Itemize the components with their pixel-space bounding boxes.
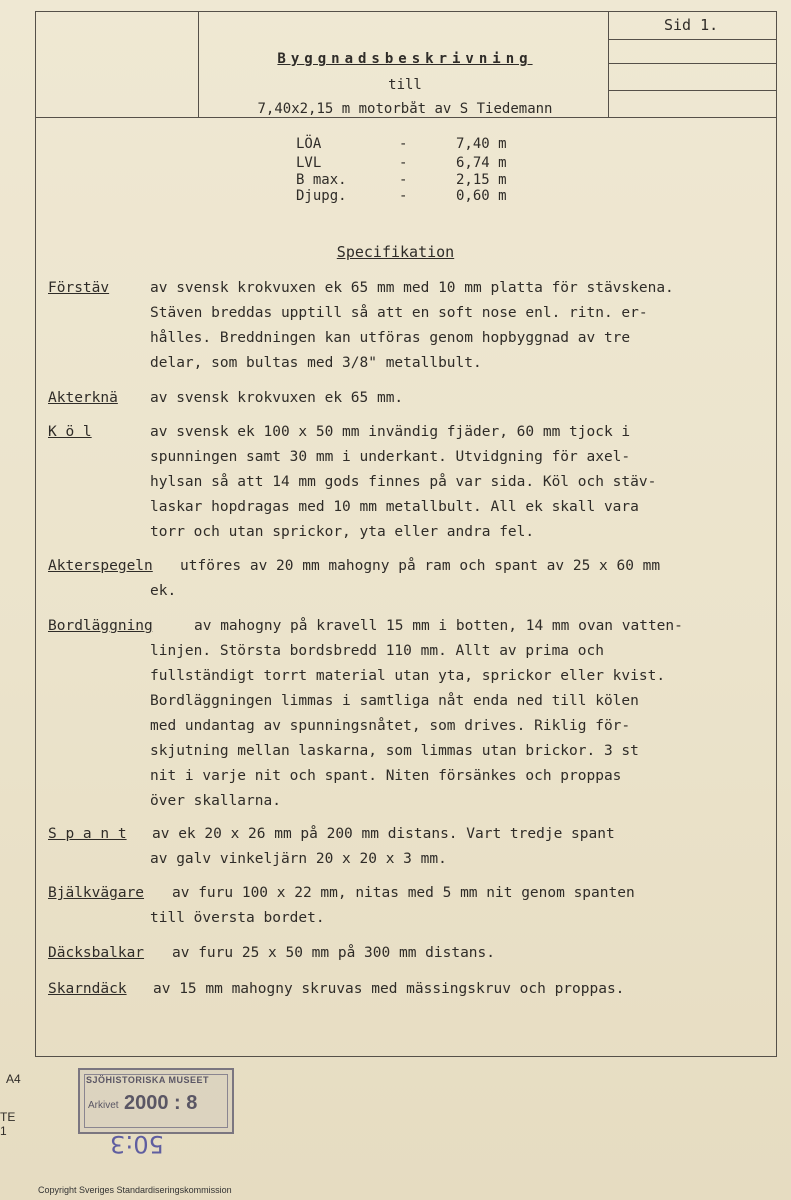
section-line: av svensk krokvuxen ek 65 mm med 10 mm platta för stävskena. (150, 280, 674, 296)
dimension-key: LÖA (296, 136, 322, 152)
section-line: linjen. Största bordsbredd 110 mm. Allt av prima och (150, 643, 604, 659)
document-title: Byggnadsbeskrivning (277, 51, 533, 67)
section-line: hålles. Breddningen kan utföras genom hopbyggnad av tre (150, 330, 631, 346)
dimension-dash: - (399, 172, 408, 188)
section-term: Skarndäck (48, 981, 127, 997)
section-term: Bjälkvägare (48, 885, 145, 901)
section-line: spunningen samt 30 mm i underkant. Utvidgning för axel- (150, 449, 631, 465)
section-term: Förstäv (48, 280, 110, 296)
section-line: nit i varje nit och spant. Niten försänkes och proppas (150, 768, 622, 784)
section-line: utföres av 20 mm mahogny på ram och spant av 25 x 60 mm (180, 558, 661, 574)
header-rule-2 (608, 63, 777, 64)
side-mark: TE 1 (0, 1110, 16, 1138)
dimension-value: 0,60 m (456, 188, 507, 204)
stamp-label: Arkivet (88, 1100, 119, 1111)
dimension-value: 7,40 m (456, 136, 507, 152)
section-line: torr och utan sprickor, yta eller andra fel. (150, 524, 535, 540)
section-line: av mahogny på kravell 15 mm i botten, 14 mm ovan vatten- (194, 618, 683, 634)
section-term: Akterknä (48, 390, 118, 406)
page-number: Sid 1. (664, 16, 719, 34)
dimension-dash: - (399, 155, 408, 171)
section-line: över skallarna. (150, 793, 281, 809)
section-line: fullständigt torrt material utan yta, sprickor eller kvist. (150, 668, 666, 684)
dimension-dash: - (399, 136, 408, 152)
section-term: Däcksbalkar (48, 945, 145, 961)
specification-heading: Specifikation (336, 243, 455, 261)
section-line: med undantag av spunningsnåtet, som drives. Riklig för- (150, 718, 631, 734)
dimension-value: 2,15 m (456, 172, 507, 188)
handwritten-number: 50:3 (110, 1130, 164, 1158)
header-bottom-rule (35, 117, 777, 118)
section-line: delar, som bultas med 3/8" metallbult. (150, 355, 482, 371)
section-line: laskar hopdragas med 10 mm metallbult. All ek skall vara (150, 499, 639, 515)
section-line: av galv vinkeljärn 20 x 20 x 3 mm. (150, 851, 447, 867)
header-divider-left (198, 11, 199, 117)
dimension-key: B max. (296, 172, 347, 188)
stamp-museum: SJÖHISTORISKA MUSEET (86, 1075, 210, 1085)
section-line: Stäven breddas upptill så att en soft nose enl. ritn. er- (150, 305, 648, 321)
section-line: av svensk krokvuxen ek 65 mm. (150, 390, 404, 406)
section-line: hylsan så att 14 mm gods finnes på var sida. Köl och stäv- (150, 474, 657, 490)
copyright-notice: Copyright Sveriges Standardiseringskommission (38, 1185, 232, 1195)
section-line: ek. (150, 583, 177, 599)
section-term: K ö l (48, 424, 92, 440)
archive-stamp (78, 1068, 234, 1134)
section-line: av furu 100 x 22 mm, nitas med 5 mm nit genom spanten (172, 885, 635, 901)
document-subtitle: till (388, 77, 422, 93)
boat-description: 7,40x2,15 m motorbåt av S Tiedemann (257, 101, 553, 115)
header-rule-3 (608, 90, 777, 91)
dimension-dash: - (399, 188, 408, 204)
header-rule-1 (608, 39, 777, 40)
section-term: S p a n t (48, 826, 127, 842)
section-line: till översta bordet. (150, 910, 325, 926)
section-line: Bordläggningen limmas i samtliga nåt enda ned till kölen (150, 693, 639, 709)
section-term: Bordläggning (48, 618, 153, 634)
stamp-number: 2000 : 8 (124, 1092, 198, 1114)
dimension-key: Djupg. (296, 188, 347, 204)
section-line: av 15 mm mahogny skruvas med mässingskruv och proppas. (153, 981, 625, 997)
section-term: Akterspegeln (48, 558, 153, 574)
section-line: av ek 20 x 26 mm på 200 mm distans. Vart tredje spant (152, 826, 615, 842)
section-line: skjutning mellan laskarna, som limmas utan brickor. 3 st (150, 743, 639, 759)
paper-size-label: A4 (6, 1072, 21, 1086)
section-line: av furu 25 x 50 mm på 300 mm distans. (172, 945, 496, 961)
dimension-value: 6,74 m (456, 155, 507, 171)
dimension-key: LVL (296, 155, 322, 171)
section-line: av svensk ek 100 x 50 mm invändig fjäder, 60 mm tjock i (150, 424, 631, 440)
